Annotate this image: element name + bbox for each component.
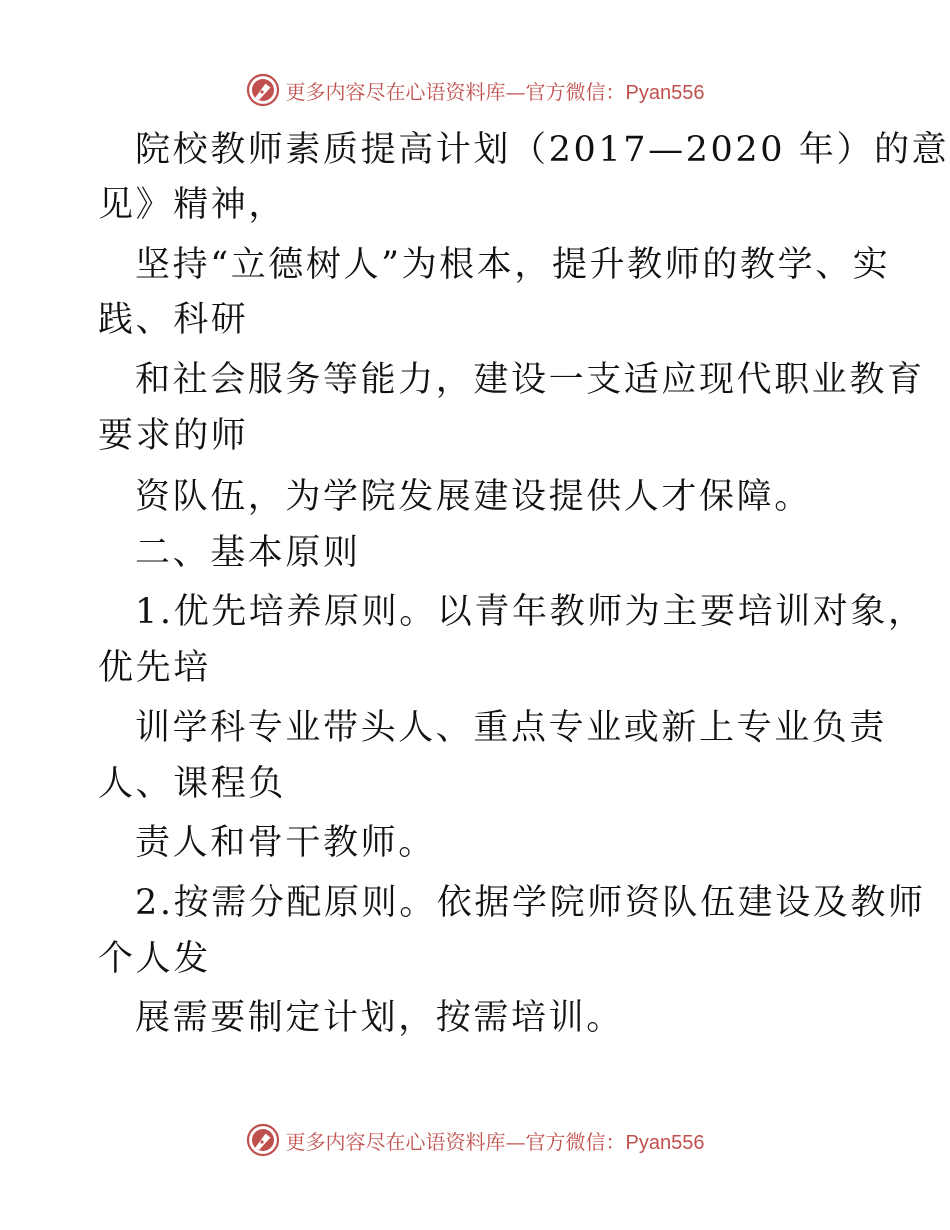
paragraph-line: 院校教师素质提高计划（2017—2020 年）的意 — [135, 130, 950, 170]
paragraph-line: 见》精神， — [98, 185, 287, 225]
banner-site-text: 更多内容尽在心语资料库 — [285, 1129, 506, 1154]
banner-wechat-text: 官方微信：Pyan556 — [525, 1131, 705, 1154]
banner-wechat-text: 官方微信：Pyan556 — [525, 81, 705, 104]
section-heading: 二、基本原则 — [135, 533, 361, 573]
paragraph-line: 践、科研 — [98, 300, 249, 340]
paragraph-line: 1.优先培养原则。以青年教师为主要培训对象， — [135, 592, 926, 632]
paragraph-line: 优先培 — [98, 648, 211, 688]
footer-banner — [0, 1120, 950, 1160]
banner-separator: — — [505, 1129, 526, 1154]
paragraph-line: 2.按需分配原则。依据学院师资队伍建设及教师 — [135, 883, 926, 923]
banner-text — [286, 1126, 705, 1155]
paragraph-line: 资队伍，为学院发展建设提供人才保障。 — [135, 477, 812, 517]
header-banner — [0, 70, 950, 110]
banner-site-text: 更多内容尽在心语资料库 — [285, 79, 506, 104]
paragraph-line: 坚持“立德树人”为根本，提升教师的教学、实 — [135, 245, 891, 285]
paragraph-line: 责人和骨干教师。 — [135, 823, 436, 863]
paragraph-line: 要求的师 — [98, 416, 249, 456]
banner-text — [286, 76, 705, 105]
paragraph-line: 人、课程负 — [98, 764, 287, 804]
paragraph-line: 和社会服务等能力，建设一支适应现代职业教育 — [135, 360, 925, 400]
pen-nib-logo-icon — [246, 1123, 280, 1157]
banner-separator: — — [505, 79, 526, 104]
paragraph-line: 训学科专业带头人、重点专业或新上专业负责 — [135, 708, 888, 748]
paragraph-line: 个人发 — [98, 939, 211, 979]
paragraph-line: 展需要制定计划，按需培训。 — [135, 998, 624, 1038]
pen-nib-logo-icon — [246, 73, 280, 107]
